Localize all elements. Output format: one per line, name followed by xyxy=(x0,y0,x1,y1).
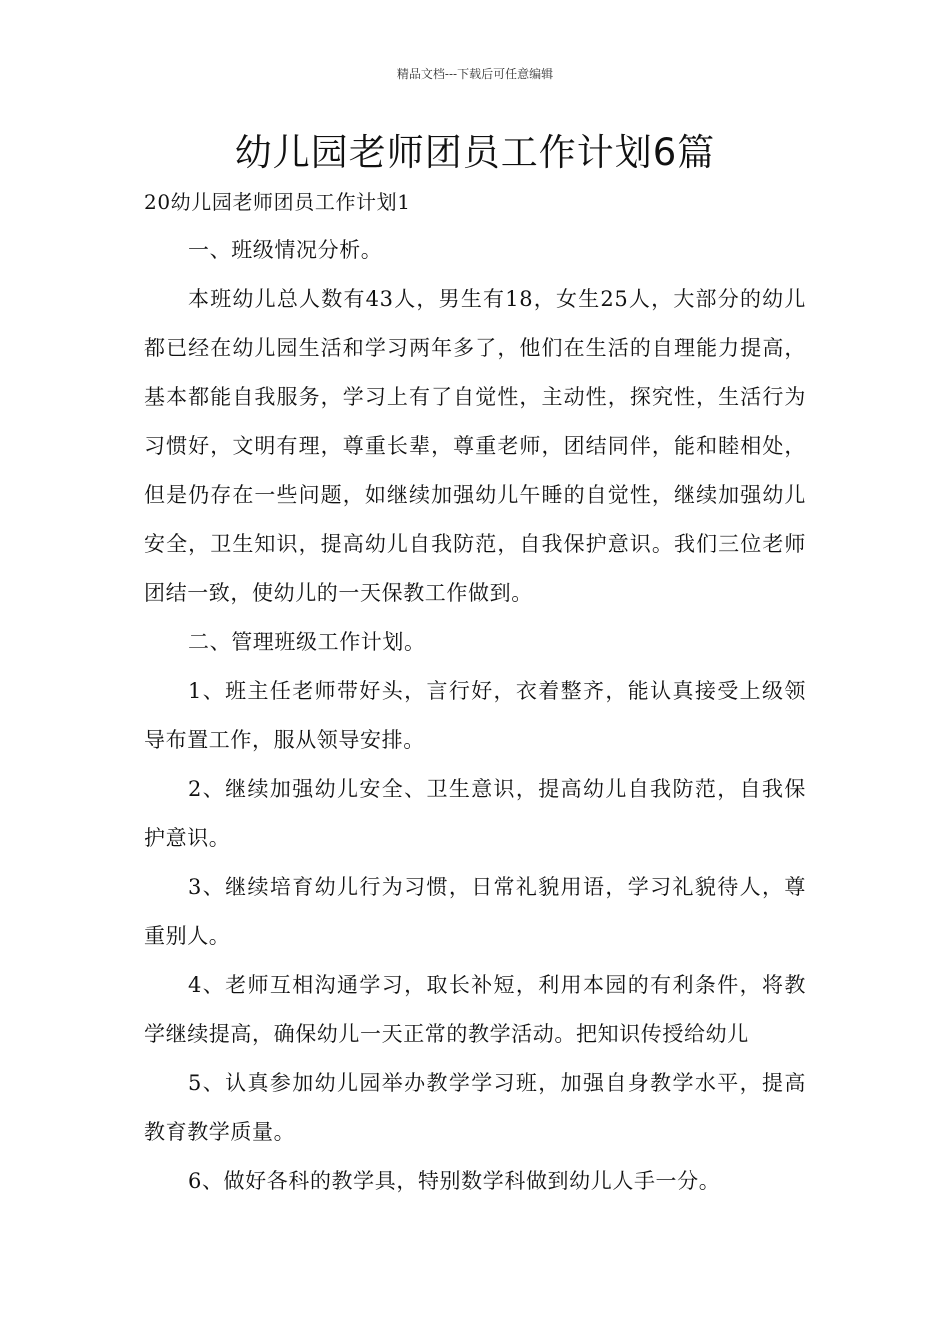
plan-item-3: 3、继续培育幼儿行为习惯，日常礼貌用语，学习礼貌待人，尊重别人。 xyxy=(144,875,806,948)
plan-item-6: 6、做好各科的教学具，特别数学科做到幼儿人手一分。 xyxy=(188,1169,721,1193)
plan-item-2: 2、继续加强幼儿安全、卫生意识，提高幼儿自我防范，自我保护意识。 xyxy=(144,777,806,850)
plan-item-4: 4、老师互相沟通学习，取长补短，利用本园的有利条件，将教学继续提高，确保幼儿一天正常的教学活动。把知识传授给幼儿 xyxy=(144,973,806,1046)
paragraph-class-analysis: 本班幼儿总人数有43人，男生有18，女生25人，大部分的幼儿都已经在幼儿园生活和学习两年多了，他们在生活的自理能力提高，基本都能自我服务，学习上有了自觉性，主动性，探究性，生活行为习惯好，文明有理，尊重长辈，尊重老师，团结同伴，能和睦相处，但是仍存在一些问题，如继续加强幼儿午睡的自觉性，继续加强幼儿安全，卫生知识，提高幼儿自我防范，自我保护意识。我们三位老师团结一致，使幼儿的一天保教工作做到。 xyxy=(144,287,806,605)
document-body xyxy=(144,185,806,1206)
plan-item-1: 1、班主任老师带好头，言行好，衣着整齐，能认真接受上级领导布置工作，服从领导安排。 xyxy=(144,679,806,752)
section-subtitle: 20幼儿园老师团员工作计划1 xyxy=(144,190,411,214)
header-note: 精品文档---下载后可任意编辑 xyxy=(396,67,554,81)
section-heading-class-analysis: 一、班级情况分析。 xyxy=(188,238,383,262)
plan-item-5: 5、认真参加幼儿园举办教学学习班，加强自身教学水平，提高教育教学质量。 xyxy=(144,1071,806,1144)
document-title: 幼儿园老师团员工作计划6篇 xyxy=(234,131,716,174)
section-heading-management-plan: 二、管理班级工作计划。 xyxy=(188,630,426,654)
